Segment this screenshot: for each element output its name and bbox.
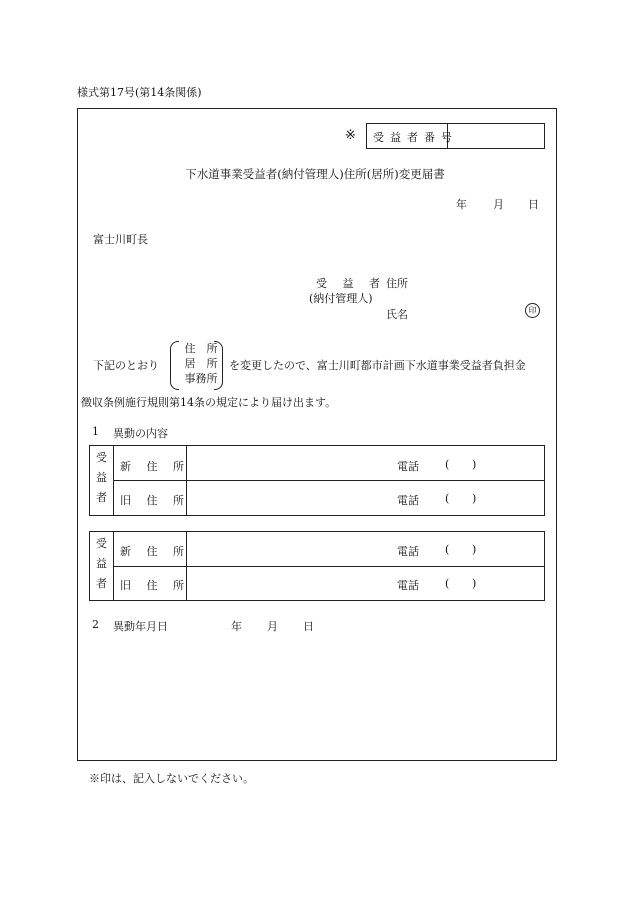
table2-old-address-label: 旧 住 所: [120, 579, 190, 592]
table1-old-address-field[interactable]: [190, 482, 390, 513]
body-prefix: 下記のとおり: [93, 359, 159, 372]
choice-residence: 居 所: [184, 357, 218, 370]
choice-address: 住 所: [184, 342, 218, 355]
table1-side-label: 受 益 者: [96, 451, 107, 504]
applicant-label: 受 益 者: [316, 277, 386, 290]
table2-side-label: 受 益 者: [96, 537, 107, 590]
table1-new-phone-label: 電話: [397, 460, 419, 473]
section2-heading: 異動年月日: [113, 620, 168, 633]
change-date-day: 日: [303, 620, 314, 633]
table2-old-phone-label: 電話: [397, 579, 419, 592]
payment-manager-label: (納付管理人): [309, 292, 373, 305]
office-use-mark: ※: [345, 128, 356, 143]
section1-heading: 異動の内容: [113, 427, 168, 440]
form-number: 様式第17号(第14条関係): [77, 86, 202, 99]
table2-old-address-field[interactable]: [190, 568, 390, 598]
choice-office: 事務所: [184, 372, 218, 385]
form-title: 下水道事業受益者(納付管理人)住所(居所)変更届書: [185, 167, 445, 181]
date-month: 月: [493, 198, 504, 211]
table1-new-phone-field[interactable]: [451, 449, 470, 477]
table2-new-address-field[interactable]: [190, 533, 390, 564]
date-year: 年: [456, 198, 467, 211]
change-date-year: 年: [231, 620, 242, 633]
change-date-month: 月: [267, 620, 278, 633]
body-line2: 徴収条例施行規則第14条の規定により届け出ます。: [81, 396, 337, 409]
name-label: 氏名: [386, 308, 408, 321]
table1-old-phone-field[interactable]: [451, 483, 470, 511]
seal-icon: 印: [525, 303, 540, 318]
table1-old-phone-label: 電話: [397, 494, 419, 507]
table1-new-address-field[interactable]: [190, 447, 390, 478]
section2-number: 2: [92, 618, 99, 631]
address-label: 住所: [386, 277, 408, 290]
addressee: 富士川町長: [93, 233, 148, 246]
table1-old-address-label: 旧 住 所: [120, 494, 190, 507]
recipient-number-label: 受益者番号: [373, 131, 458, 144]
date-day: 日: [528, 198, 539, 211]
table2-new-phone-label: 電話: [397, 545, 419, 558]
table2-new-phone-field[interactable]: [451, 534, 470, 562]
section1-number: 1: [92, 425, 99, 438]
table2-old-phone-field[interactable]: [451, 568, 470, 596]
recipient-number-field[interactable]: [452, 124, 540, 146]
table1-new-address-label: 新 住 所: [120, 460, 190, 473]
table2-new-address-label: 新 住 所: [120, 545, 190, 558]
body-line1: を変更したので、富士川町都市計画下水道事業受益者負担金: [229, 359, 526, 372]
footnote: ※印は、記入しないでください。: [89, 772, 254, 785]
